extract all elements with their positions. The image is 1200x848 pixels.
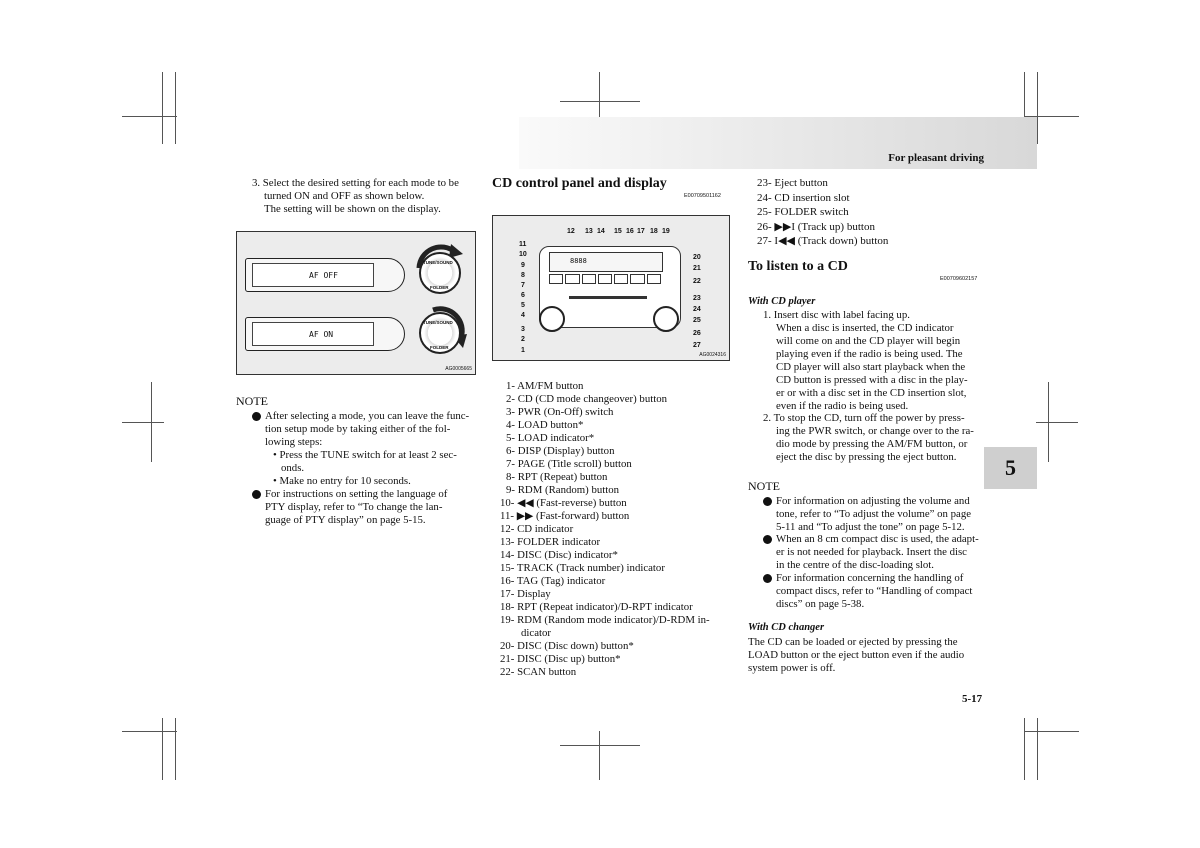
cd-slot [569, 296, 647, 299]
crop-mark [1024, 718, 1025, 780]
step-3 [252, 177, 474, 216]
crop-mark [175, 72, 176, 144]
crop-mark [1036, 422, 1078, 423]
callout-2: 2 [521, 336, 525, 343]
callout-21: 21 [693, 265, 701, 272]
note-heading: NOTE [748, 479, 780, 493]
display-panel-bottom [245, 317, 405, 351]
note-bullet [252, 488, 474, 527]
knob-label: FOLDER [430, 345, 449, 350]
crop-mark [1037, 72, 1038, 144]
note-line: lowing steps: [265, 436, 323, 448]
list-item: 5- LOAD indicator* [506, 432, 595, 444]
list-item: 21- DISC (Disc up) button* [500, 653, 621, 665]
callout-8: 8 [521, 272, 525, 279]
note-line: When an 8 cm compact disc is used, the adapt- [776, 533, 979, 545]
list-item: 14- DISC (Disc) indicator* [500, 549, 618, 561]
callout-27: 27 [693, 342, 701, 349]
list-item: 10- ◀◀ (Fast-reverse) button [500, 497, 627, 509]
text-line: CD button is pressed with a disc in the play- [776, 374, 968, 386]
bullet-icon [763, 497, 772, 506]
note-line: After selecting a mode, you can leave the func- [265, 410, 470, 422]
bullet-icon [763, 535, 772, 544]
callout-22: 22 [693, 278, 701, 285]
note-line: in the centre of the disc-loading slot. [776, 559, 935, 571]
callout-17: 17 [637, 228, 645, 235]
preset-button [614, 274, 628, 284]
with-cd-player-heading: With CD player [748, 296, 816, 307]
callout-10: 10 [519, 251, 527, 258]
list-item: 3- PWR (On-Off) switch [506, 406, 614, 418]
display-bottom-text: AF ON [252, 322, 374, 346]
callout-3: 3 [521, 326, 525, 333]
crop-mark [1024, 731, 1079, 732]
callout-18: 18 [650, 228, 658, 235]
text-line: eject the disc by pressing the eject button. [776, 451, 957, 463]
bullet-icon [252, 412, 261, 421]
callout-7: 7 [521, 282, 525, 289]
pwr-knob [539, 306, 565, 332]
note-sub-line: • Make no entry for 10 seconds. [273, 475, 411, 487]
note-line: For instructions on setting the language of [265, 488, 448, 500]
step-3-line: 3. Select the desired setting for each mode to be [252, 177, 459, 189]
list-item: 6- DISP (Display) button [506, 445, 615, 457]
callout-24: 24 [693, 306, 701, 313]
with-cd-changer-heading: With CD changer [748, 622, 825, 633]
knob-label: FOLDER [430, 285, 449, 290]
note-heading: NOTE [236, 394, 268, 408]
list-item: 18- RPT (Repeat indicator)/D-RPT indicator [500, 601, 693, 613]
list-item: 12- CD indicator [500, 523, 574, 535]
step-1-title: 1. Insert disc with label facing up. [763, 309, 910, 321]
text-line: playing even if the radio is being used. The [776, 348, 963, 360]
list-item: 11- ▶▶ (Fast-forward) button [500, 510, 630, 522]
text-line: 2. To stop the CD, turn off the power by press- [763, 412, 965, 424]
lcd-display [549, 252, 663, 272]
text-line: system power is off. [748, 662, 836, 674]
page-number: 5-17 [962, 693, 983, 705]
list-item: 16- TAG (Tag) indicator [500, 575, 606, 587]
figure-id: AG0005665 [445, 366, 472, 372]
list-item: 9- RDM (Random) button [506, 484, 620, 496]
text-line: ing the PWR switch, or change over to the ra- [776, 425, 974, 437]
crop-mark [162, 718, 163, 780]
callout-16: 16 [626, 228, 634, 235]
text-line: When a disc is inserted, the CD indicator [776, 322, 954, 334]
list-item: 17- Display [500, 588, 551, 600]
callout-9: 9 [521, 262, 525, 269]
crop-mark [1037, 718, 1038, 780]
cd-items-list [500, 380, 728, 679]
callout-20: 20 [693, 254, 701, 261]
preset-button [647, 274, 661, 284]
note-line: PTY display, refer to “To change the lan- [265, 501, 443, 513]
step-1 [763, 309, 985, 413]
note-bullet [763, 533, 985, 572]
chapter-tab: 5 [984, 447, 1037, 489]
mode-setting-figure [236, 231, 476, 375]
crop-mark [122, 731, 177, 732]
cd-panel-figure [492, 215, 730, 361]
section-code: E00709602157 [940, 276, 978, 282]
preset-button [549, 274, 563, 284]
text-line: even if the radio is being used. [776, 400, 909, 412]
callout-25: 25 [693, 317, 701, 324]
callout-23: 23 [693, 295, 701, 302]
crop-mark [560, 745, 640, 746]
figure-id: AG0024316 [699, 352, 726, 358]
crop-mark [122, 116, 177, 117]
button-row [549, 274, 661, 284]
note-line: tion setup mode by taking either of the fol- [265, 423, 451, 435]
list-item: 23- Eject button [757, 177, 828, 189]
callout-12: 12 [567, 228, 575, 235]
crop-mark [122, 422, 164, 423]
list-item: 1- AM/FM button [506, 380, 584, 392]
step-2 [763, 412, 985, 464]
cd-changer-text [748, 636, 985, 675]
list-item: 25- FOLDER switch [757, 206, 849, 218]
callout-26: 26 [693, 330, 701, 337]
list-item: dicator [521, 627, 551, 639]
callout-13: 13 [585, 228, 593, 235]
section-label: For pleasant driving [888, 152, 984, 164]
note-sub-line: • Press the TUNE switch for at least 2 sec- [273, 449, 457, 461]
note-line: For information concerning the handling of [776, 572, 964, 584]
callout-19: 19 [662, 228, 670, 235]
text-line: er or with a disc set in the CD insertion slot, [776, 387, 967, 399]
crop-mark [599, 731, 600, 780]
cd-panel-title: CD control panel and display [492, 176, 667, 191]
preset-button [598, 274, 612, 284]
listen-cd-title: To listen to a CD [748, 259, 848, 274]
callout-14: 14 [597, 228, 605, 235]
list-item: 8- RPT (Repeat) button [506, 471, 608, 483]
note-line: compact discs, refer to “Handling of compact [776, 585, 973, 597]
cd-items-list-continued [757, 176, 987, 249]
step-1-body [763, 322, 985, 413]
note-bullet [763, 495, 985, 534]
list-item: 22- SCAN button [500, 666, 577, 678]
note-line: 5-11 and “To adjust the tone” on page 5-12. [776, 521, 965, 533]
crop-mark [560, 101, 640, 102]
callout-1: 1 [521, 347, 525, 354]
callout-11: 11 [519, 241, 527, 248]
list-item: 4- LOAD button* [506, 419, 584, 431]
display-panel-top [245, 258, 405, 292]
note-bullet [763, 572, 985, 611]
list-item: 20- DISC (Disc down) button* [500, 640, 634, 652]
knob-label: TUNE/SOUND [423, 260, 453, 265]
preset-button [582, 274, 596, 284]
crop-mark [162, 72, 163, 144]
preset-button [630, 274, 644, 284]
list-item: 26- ▶▶I (Track up) button [757, 220, 875, 233]
note-line: er is not needed for playback. Insert the disc [776, 546, 967, 558]
list-item: 13- FOLDER indicator [500, 536, 601, 548]
note-line: guage of PTY display” on page 5-15. [265, 514, 426, 526]
step-3-line: turned ON and OFF as shown below. [264, 190, 425, 202]
bullet-icon [252, 490, 261, 499]
note-line: tone, refer to “To adjust the volume” on page [776, 508, 972, 520]
callout-6: 6 [521, 292, 525, 299]
list-item: 27- I◀◀ (Track down) button [757, 235, 889, 247]
note-line: discs” on page 5-38. [776, 598, 865, 610]
display-top-text: AF OFF [252, 263, 374, 287]
callout-4: 4 [521, 312, 525, 319]
callout-15: 15 [614, 228, 622, 235]
text-line: dio mode by pressing the AM/FM button, or [776, 438, 968, 450]
note-bullet [252, 410, 474, 488]
lcd-digits: 8888 [570, 257, 587, 265]
text-line: will come on and the CD player will begin [776, 335, 961, 347]
knob-label: TUNE/SOUND [423, 320, 453, 325]
list-item: 15- TRACK (Track number) indicator [500, 562, 665, 574]
list-item: 19- RDM (Random mode indicator)/D-RDM in- [500, 614, 710, 626]
text-line: CD player will also start playback when the [776, 361, 966, 373]
folder-knob [653, 306, 679, 332]
callout-5: 5 [521, 302, 525, 309]
preset-button [565, 274, 579, 284]
bullet-icon [763, 574, 772, 583]
list-item: 2- CD (CD mode changeover) button [506, 393, 668, 405]
step-3-line: The setting will be shown on the display. [264, 203, 441, 215]
note-sub-line: onds. [281, 462, 305, 474]
list-item: 7- PAGE (Title scroll) button [506, 458, 632, 470]
text-line: The CD can be loaded or ejected by pressing the [748, 636, 958, 648]
crop-mark [175, 718, 176, 780]
list-item: 24- CD insertion slot [757, 191, 850, 204]
text-line: LOAD button or the eject button even if the audio [748, 649, 965, 661]
note-line: For information on adjusting the volume and [776, 495, 970, 507]
section-code: E00709501162 [684, 193, 721, 199]
